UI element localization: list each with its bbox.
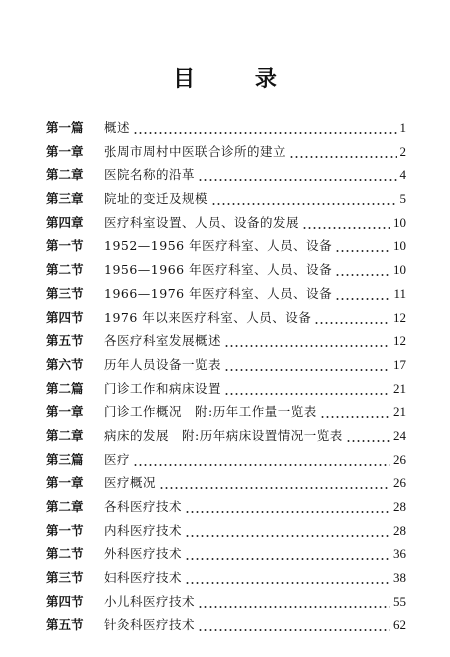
toc-entry-label: 第一篇 [46,120,84,135]
toc-entry-line [104,234,406,258]
toc-entry[interactable] [46,211,406,235]
toc-entry-label: 第三节 [46,570,84,586]
toc-entry-line [104,448,406,472]
dot-leader [289,140,396,164]
toc-entry-label: 第三章 [46,191,84,207]
toc-entry-label: 第三篇 [46,451,84,467]
toc-entry-title: 1966—1976 年医疗科室、人员、设备 [104,285,333,301]
toc-entry-line [104,566,406,590]
dot-leader [133,116,396,140]
toc-entry-label: 第五节 [46,617,84,633]
toc-entry-label: 第二章 [46,167,84,183]
toc-entry-label: 第一节 [46,522,84,538]
toc-entry-label: 第四章 [46,214,84,230]
page-title: 目 录 [173,66,303,92]
dot-leader [224,377,390,401]
toc-entry[interactable] [46,448,406,472]
toc-entry-page-number: 11 [393,285,406,301]
toc-entry[interactable] [46,306,406,330]
toc-entry-page-number: 62 [393,617,406,633]
dot-leader [346,424,390,448]
toc-entry-page-number: 55 [393,593,406,609]
toc-entry-title: 医疗概况 [104,475,157,491]
toc-entry[interactable] [46,377,406,401]
dot-leader [314,306,390,330]
toc-entry-page-number: 24 [393,427,406,443]
dot-leader [198,163,396,187]
dot-leader [185,566,390,590]
toc-entry-line [104,495,406,519]
dot-leader [133,448,390,472]
toc-entry-line [104,306,406,330]
toc-entry-line [104,116,406,140]
toc-entry-label: 第三节 [46,285,84,301]
toc-entry-line [104,353,406,377]
toc-entry-page-number: 17 [393,356,406,372]
toc-entry-title: 各科医疗技术 [104,499,183,514]
toc-entry-page-number: 10 [393,262,406,278]
toc-entry-page-number: 4 [399,167,406,183]
toc-entry-page-number: 12 [393,333,406,349]
toc-entry-label: 第一节 [46,238,84,254]
toc-entry[interactable] [46,590,406,614]
toc-entry-label: 第二节 [46,262,84,278]
toc-entry[interactable] [46,613,406,637]
toc-entry-title: 病床的发展 附:历年病床设置情况一览表 [104,427,343,443]
toc-entry-line [104,258,406,282]
toc-entry-line [104,424,406,448]
toc-entry-label: 第五节 [46,333,84,349]
toc-entry-line [104,471,406,495]
toc-entry-page-number: 38 [393,570,406,586]
toc-entry-label: 第一章 [46,404,84,420]
toc-entry-line [104,590,406,614]
toc-entry-title: 张周市周村中医联合诊所的建立 [104,143,287,159]
dot-leader [185,495,390,519]
toc-entry-title: 医院名称的沿革 [104,167,196,183]
toc-entry-line [104,613,406,637]
toc-entry-label: 第四节 [46,593,84,609]
toc-entry[interactable] [46,542,406,566]
toc-entry[interactable] [46,116,406,140]
toc-entry-line [104,519,406,543]
toc-entry[interactable] [46,471,406,495]
toc-entry-title: 1952—1956 年医疗科室、人员、设备 [104,238,333,254]
toc-entry-line [104,163,406,187]
toc-entry-title: 医疗 [104,451,131,467]
toc-entry-title: 针灸科医疗技术 [104,617,196,633]
toc-entry-page-number: 26 [393,451,406,467]
toc-entry[interactable] [46,495,406,519]
dot-leader [302,211,390,235]
dot-leader [185,542,390,566]
toc-entry-page-number: 21 [393,404,406,420]
toc-entry-title: 各医疗科室发展概述 [104,333,222,349]
toc-entry-label: 第一章 [46,475,84,491]
toc-entry-title: 历年人员设备一览表 [104,356,222,372]
toc-entry-title: 医疗科室设置、人员、设备的发展 [104,214,300,230]
toc-entry[interactable] [46,566,406,590]
toc-entry-title: 内科医疗技术 [104,522,183,538]
dot-leader [335,258,390,282]
toc-entry-label: 第二篇 [46,380,84,396]
toc-entry-line [104,329,406,353]
toc-entry[interactable] [46,234,406,258]
toc-entry-page-number: 5 [399,191,406,207]
toc-entry[interactable] [46,163,406,187]
toc-entry-label: 第二章 [46,427,84,443]
toc-entry-line [104,542,406,566]
toc-entry[interactable] [46,187,406,211]
toc-entry-title: 1976 年以来医疗科室、人员、设备 [104,309,312,325]
toc-entry[interactable] [46,329,406,353]
toc-entry[interactable] [46,353,406,377]
dot-leader [224,329,390,353]
toc-entry-title: 1956—1966 年医疗科室、人员、设备 [104,262,333,278]
toc-entry-page-number: 2 [399,143,406,159]
toc-entry[interactable] [46,140,406,164]
dot-leader [211,187,396,211]
toc-entry-title: 妇科医疗技术 [104,570,183,586]
toc-entry[interactable] [46,282,406,306]
toc-entry-title: 外科医疗技术 [104,546,183,562]
toc-entry[interactable] [46,400,406,424]
toc-entry-page-number: 28 [393,522,406,538]
toc-entry-label: 第一章 [46,143,84,159]
toc-entry-line [104,211,406,235]
toc-entry-page-number: 10 [393,214,406,230]
toc-entry-title: 门诊工作和病床设置 [104,380,222,396]
toc-entry-title: 门诊工作概况 附:历年工作量一览表 [104,404,317,420]
toc-entry-page-number: 12 [393,309,406,325]
toc-entry-title: 小儿科医疗技术 [104,593,196,609]
toc-entry-page-number: 36 [393,546,406,562]
toc-entry-line [104,377,406,401]
toc-entry-label: 第二节 [46,546,84,562]
dot-leader [198,613,390,637]
toc-entry-line [104,140,406,164]
dot-leader [159,471,390,495]
table-of-contents [46,116,406,637]
toc-entry-page-number: 21 [393,380,406,396]
toc-entry-page-number: 10 [393,238,406,254]
dot-leader [224,353,390,377]
toc-entry[interactable] [46,424,406,448]
toc-entry-label: 第六节 [46,356,84,372]
dot-leader [335,282,390,306]
toc-entry-page-number: 1 [399,120,406,135]
toc-entry-line [104,282,406,306]
toc-entry-label: 第四节 [46,309,84,325]
dot-leader [335,234,390,258]
dot-leader [185,519,390,543]
toc-entry[interactable] [46,519,406,543]
toc-entry-page-number: 28 [393,499,406,514]
toc-entry-label: 第二章 [46,499,84,514]
toc-entry-title: 概述 [104,120,131,135]
toc-entry-page-number: 26 [393,475,406,491]
toc-entry-title: 院址的变迁及规模 [104,191,209,207]
toc-entry[interactable] [46,258,406,282]
dot-leader [198,590,390,614]
dot-leader [320,400,390,424]
toc-entry-line [104,187,406,211]
toc-entry-line [104,400,406,424]
